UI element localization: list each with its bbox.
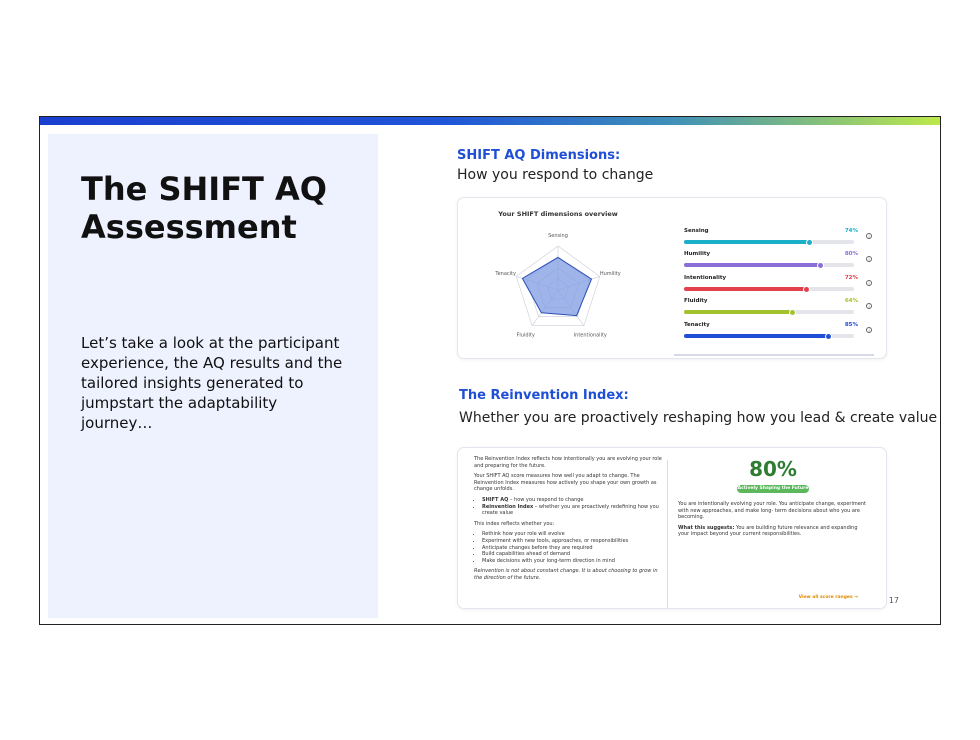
slide-title: The SHIFT AQ Assessment: [81, 170, 327, 246]
list-item: • SHIFT AQ – how you respond to change: [482, 497, 664, 504]
info-icon[interactable]: i: [866, 233, 872, 239]
status-badge: Actively Shaping the Future: [737, 486, 809, 491]
view-score-ranges-link[interactable]: View all score ranges →: [798, 595, 858, 600]
progress-dot: [789, 309, 796, 316]
dimension-value: 80%: [844, 251, 858, 257]
dimension-value: 74%: [844, 228, 858, 234]
list-item: • Make decisions with your long-term direction in mind: [482, 558, 664, 565]
radar-axis-sensing: Sensing: [548, 233, 568, 239]
progress-dot: [817, 262, 824, 269]
info-icon[interactable]: i: [866, 256, 872, 262]
page-number: 17: [888, 596, 899, 605]
reinvention-result: [678, 456, 868, 542]
radar-axis-intentionality: Intentionality: [573, 332, 607, 339]
progress-track: [684, 334, 854, 338]
result-description: You are intentionally evolving your role. You anticipate change, experiment with new approaches, and make long- term decisions about who you are becoming.: [678, 501, 866, 521]
progress-fill: [684, 310, 793, 314]
dimension-row-humility: [684, 251, 872, 271]
dimension-label: Fluidity: [684, 298, 708, 304]
dimension-value: 85%: [844, 322, 858, 328]
dimension-score-list: [674, 204, 874, 356]
dimension-label: Tenacity: [684, 322, 710, 328]
divider: [667, 460, 668, 608]
radar-axis-humility: Humility: [599, 271, 621, 277]
progress-dot: [803, 286, 810, 293]
reflects-list: [474, 531, 664, 564]
reinvention-subheading: Whether you are proactively reshaping how you lead & create value: [459, 410, 938, 426]
reinvention-p2: Your SHIFT AQ score measures how well you adapt to change. The Reinvention Index measures how actively you shape your own growth as change unfolds.: [474, 473, 657, 493]
radar-panel: [474, 204, 642, 354]
closing-note: Reinvention is not about constant change. It is about choosing to grow in the direction of the future.: [474, 568, 658, 581]
progress-dot: [806, 239, 813, 246]
intro-text: Let’s take a look at the participant experience, the AQ results and the tailored insights generated to jumpstart the adaptability journey…: [81, 334, 343, 432]
list-item: • Anticipate changes before they are required: [482, 545, 664, 552]
gradient-top-bar: [40, 117, 940, 125]
dimensions-card: [457, 197, 887, 359]
suggests-paragraph: What this suggests: You are building future relevance and expanding your impact beyond your current responsibilities.: [678, 524, 858, 538]
reflects-label: This index reflects whether you:: [474, 520, 555, 527]
progress-fill: [684, 334, 829, 338]
progress-fill: [684, 287, 806, 291]
list-item: • Reinvention Index – whether you are proactively redefining how you create value: [482, 504, 664, 517]
dimension-row-sensing: [684, 228, 872, 248]
dimensions-subheading: How you respond to change: [457, 167, 654, 183]
radar-chart: [474, 204, 642, 354]
progress-fill: [684, 263, 820, 267]
slide: [39, 116, 941, 625]
dimensions-heading: SHIFT AQ Dimensions:: [457, 148, 621, 163]
progress-track: [684, 263, 854, 267]
progress-track: [684, 287, 854, 291]
comparison-list: [474, 497, 664, 517]
dimension-label: Sensing: [684, 228, 709, 234]
dimension-row-intentionality: [684, 275, 872, 295]
info-icon[interactable]: i: [866, 303, 872, 309]
dimension-value: 72%: [844, 275, 858, 281]
info-icon[interactable]: i: [866, 327, 872, 333]
progress-fill: [684, 240, 810, 244]
list-item: • Rethink how your role will evolve: [482, 531, 664, 538]
list-item: • Build capabilities ahead of demand: [482, 551, 664, 558]
radar-axis-tenacity: Tenacity: [495, 271, 516, 277]
left-panel: [48, 134, 378, 618]
radar-title: Your SHIFT dimensions overview: [498, 210, 618, 218]
reinvention-p1: The Reinvention Index reflects how intentionally you are evolving your role and preparing for the future.: [474, 456, 662, 469]
dimension-label: Humility: [684, 251, 711, 257]
progress-track: [684, 240, 854, 244]
radar-axis-fluidity: Fluidity: [516, 332, 535, 339]
progress-dot: [825, 333, 832, 340]
radar-value-polygon: [522, 257, 591, 315]
reinvention-explainer: [474, 456, 664, 586]
list-item: • Experiment with new tools, approaches, or responsibilities: [482, 538, 664, 545]
reinvention-card: [457, 447, 887, 609]
dimension-value: 64%: [844, 298, 858, 304]
dimension-row-fluidity: [684, 298, 872, 318]
dimension-row-tenacity: [684, 322, 872, 342]
progress-track: [684, 310, 854, 314]
reinvention-heading: The Reinvention Index:: [459, 388, 629, 403]
reinvention-score: 80%: [749, 457, 797, 481]
info-icon[interactable]: i: [866, 280, 872, 286]
dimension-label: Intentionality: [684, 275, 727, 281]
